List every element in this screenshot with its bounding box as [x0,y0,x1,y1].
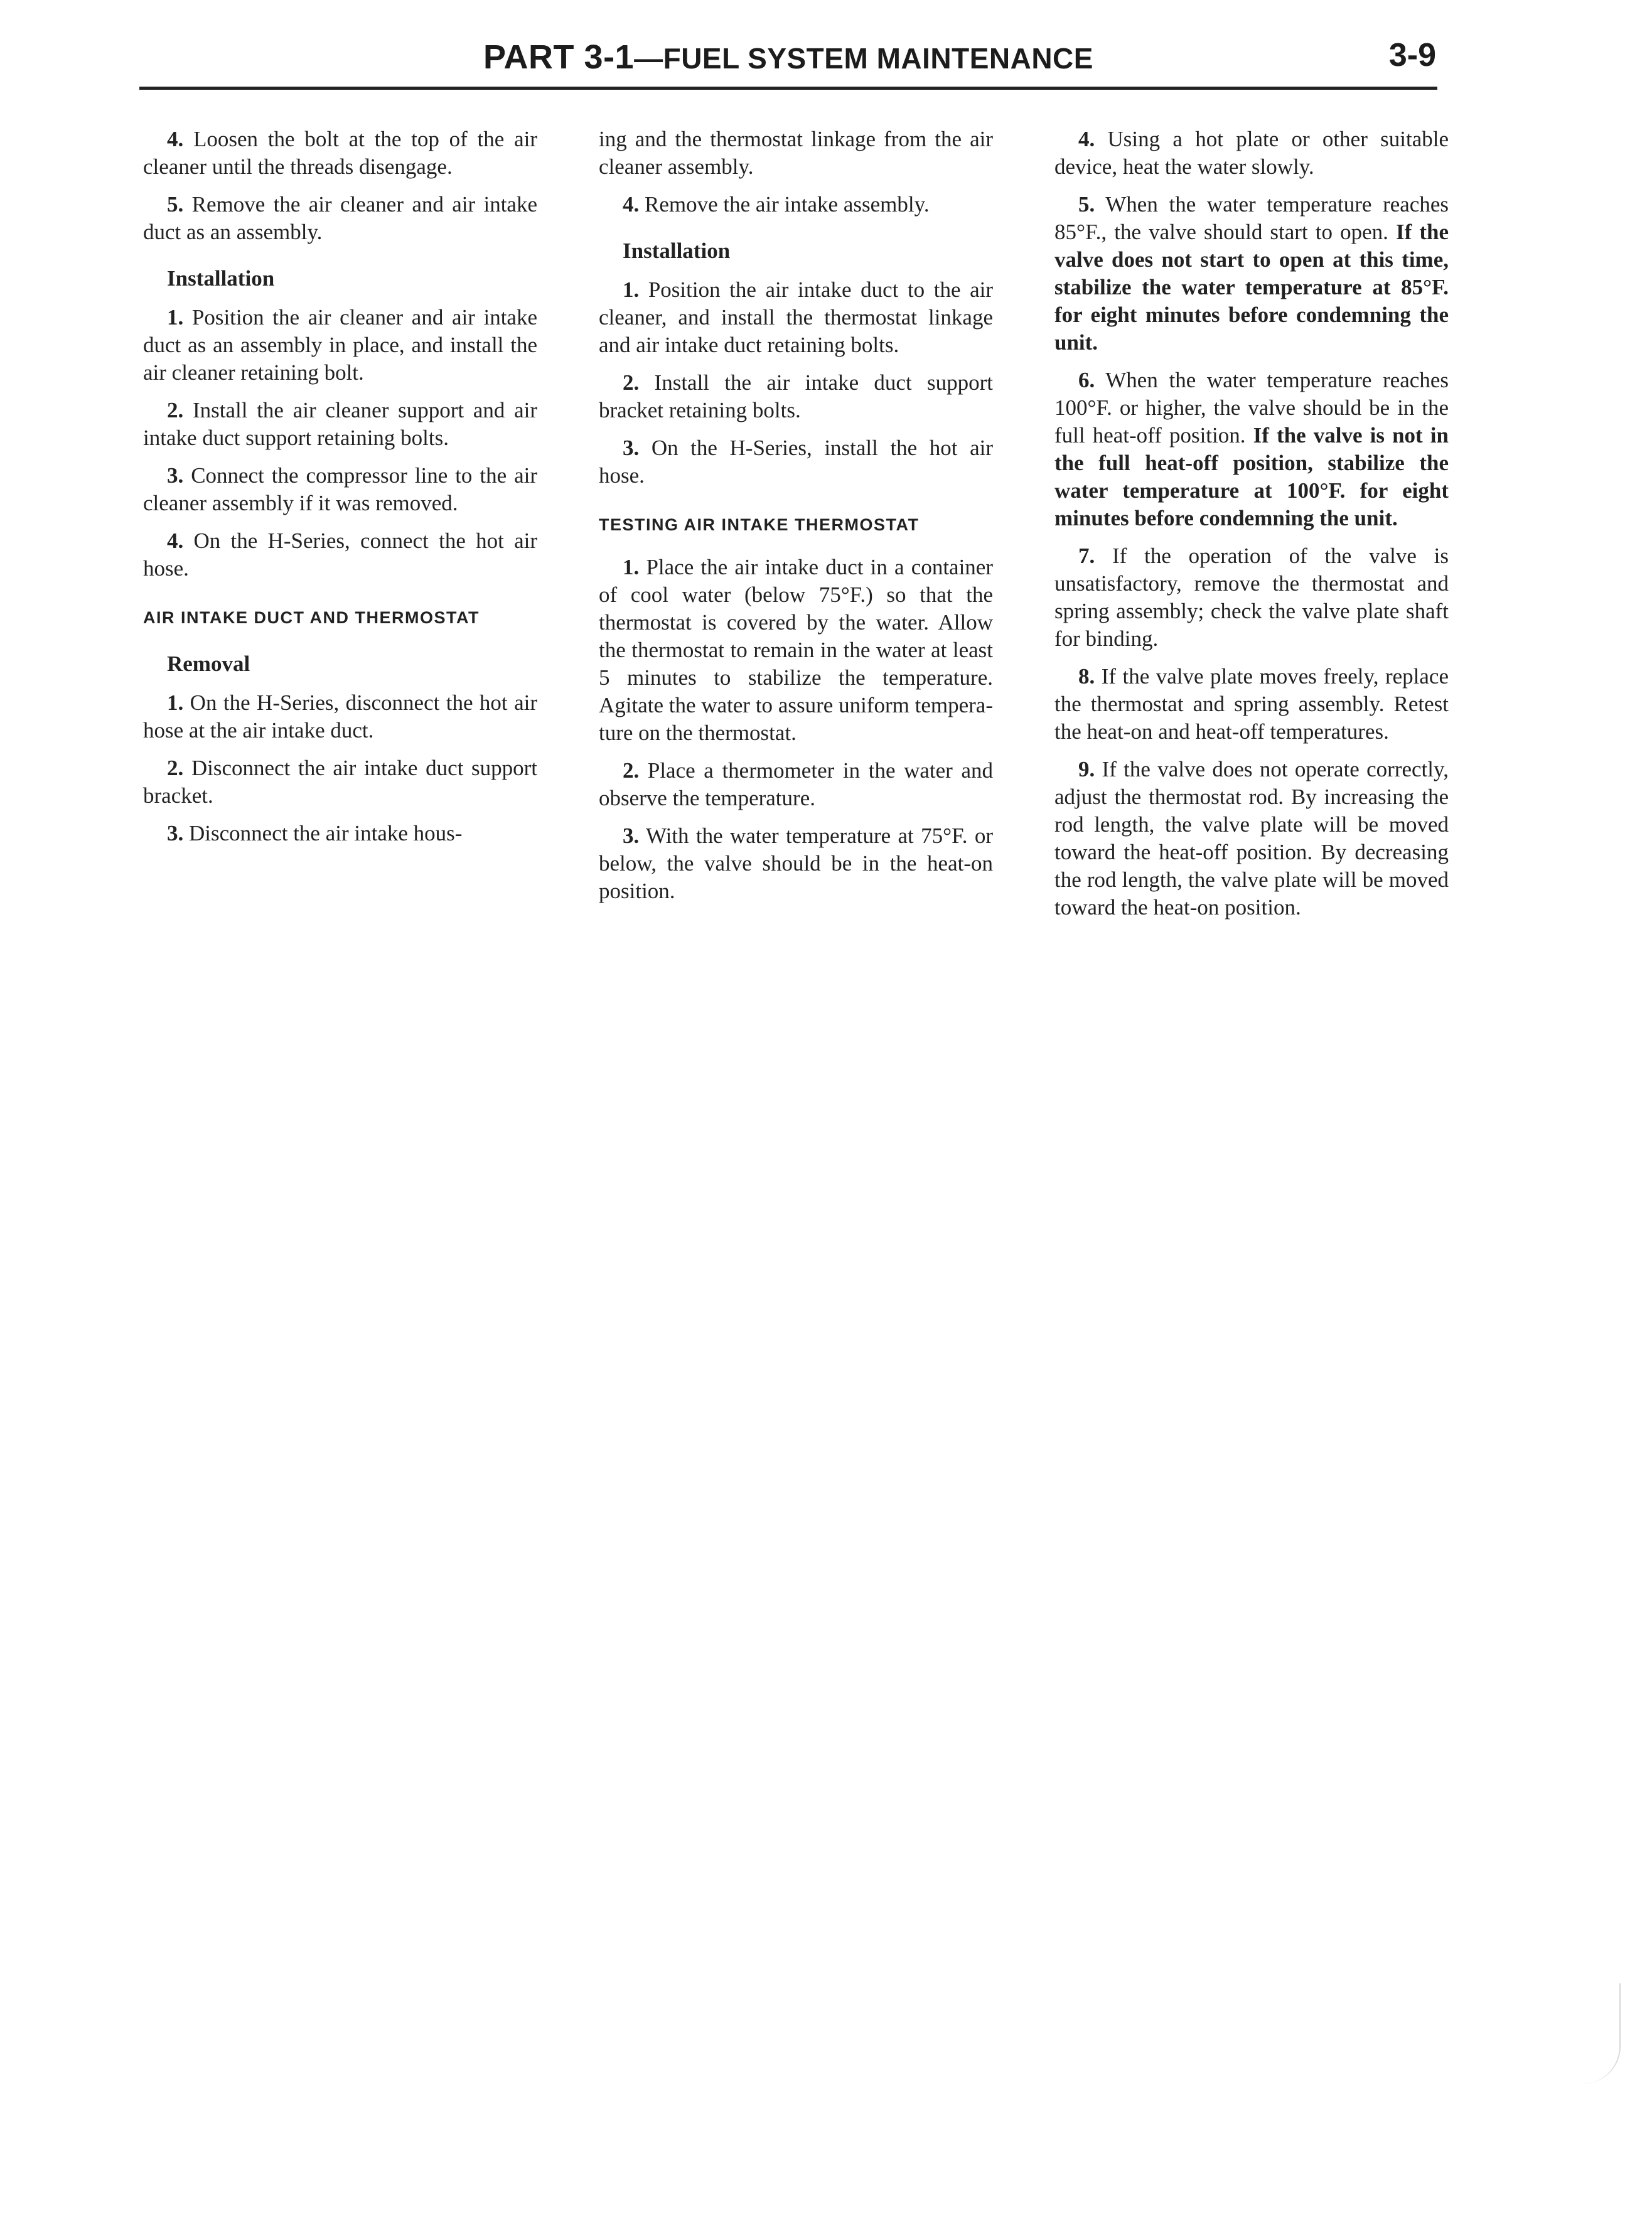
step-text: Place the air intake duct in a container of cool water (below 75°F.) so that the thermostat is covered by the water. Allow the thermostat to remain in the water at least 5 minutes to stabilize the temperature. Agitate the water to assure uniform temperature on the thermostat. [599,555,993,745]
step-warning-text: If the valve is not in the full heat-off position, stabilize the water temperature at 100°F. for eight minutes before condemning the unit. [1054,423,1449,530]
step-paragraph [1054,542,1449,653]
step-paragraph [1054,663,1449,746]
subheading-removal: Removal [167,652,250,676]
step-paragraph [143,754,537,810]
step-text: Install the air cleaner support and air intake duct support retaining bolts. [143,398,537,450]
section-heading-testing-thermostat: TESTING AIR INTAKE THERMOSTAT [599,515,920,534]
text-column-2 [599,126,993,915]
step-text: Remove the air intake assembly. [639,192,930,217]
step-paragraph [143,462,537,517]
step-text: Loosen the bolt at the top of the air cleaner until the threads disengage. [143,127,537,179]
step-number: 9. [1078,757,1095,781]
step-number: 8. [1078,664,1095,689]
page-edge-mark [1582,1983,1621,2084]
step-text: Disconnect the air intake duct support bracket. [143,756,537,808]
step-warning-text: If the valve does not start to open at this time, stabilize the water temperature at 85°F. for eight minutes before condemning the unit. [1054,220,1449,355]
page-number: 3-9 [1388,37,1436,73]
step-paragraph [599,276,993,359]
step-paragraph [599,554,993,747]
step-number: 4. [1078,127,1095,151]
part-label: PART 3-1 [483,38,635,76]
step-paragraph [1054,191,1449,357]
step-paragraph [143,527,537,582]
step-text: Place a thermometer in the water and observe the temperature. [599,758,993,810]
step-number: 1. [623,277,640,302]
step-number: 4. [167,528,184,553]
step-number: 2. [623,758,640,783]
step-paragraph [1054,367,1449,532]
step-number: 5. [1078,192,1095,217]
step-paragraph [1054,126,1449,181]
step-number: 4. [623,192,640,217]
step-paragraph [143,191,537,246]
running-head [139,38,1437,77]
subheading-installation: Installation [167,266,275,291]
step-text: Remove the air cleaner and air intake duct as an assembly. [143,192,537,244]
continued-paragraph: ing and the thermostat linkage from the air cleaner assembly. [599,127,993,179]
step-paragraph [599,757,993,812]
step-paragraph [143,126,537,181]
step-text: Install the air intake duct support bracket retaining bolts. [599,370,993,422]
section-heading-air-intake-duct: AIR INTAKE DUCT AND THERMOSTAT [143,608,480,627]
step-paragraph [599,191,993,218]
step-text: If the valve does not operate correctly, adjust the thermostat rod. By increasing the rod length, the valve plate will be moved toward the heat-off position. By decreasing the rod length, the valve plate will be moved toward the heat-on position. [1054,757,1449,920]
step-text: Connect the compressor line to the air cleaner assembly if it was removed. [143,463,537,515]
step-number: 3. [623,823,640,848]
step-paragraph [599,369,993,424]
step-text: If the valve plate moves freely, replace the thermostat and spring assembly. Retest the heat-on and heat-off temperatures. [1054,664,1449,744]
step-number: 2. [623,370,640,395]
step-number: 1. [167,690,184,715]
step-text: On the H-Series, disconnect the hot air hose at the air intake duct. [143,690,537,743]
step-number: 1. [623,555,640,579]
step-number: 1. [167,305,184,330]
page-header [139,36,1437,90]
step-text: Position the air cleaner and air intake duct as an assembly in place, and install the air cleaner retaining bolt. [143,305,537,385]
step-number: 7. [1078,544,1095,568]
step-number: 6. [1078,368,1095,392]
step-text: Disconnect the air intake hous- [183,821,463,845]
step-text: On the H-Series, connect the hot air hose. [143,528,537,581]
step-text: On the H-Series, install the hot air hose. [599,436,993,488]
step-number: 3. [623,436,640,460]
step-text: Position the air intake duct to the air cleaner, and install the thermostat linkage and air intake duct retaining bolts. [599,277,993,357]
step-text: If the operation of the valve is unsatisfactory, remove the thermostat and spring assembly; check the valve plate shaft for binding. [1054,544,1449,651]
step-paragraph [143,689,537,744]
step-paragraph [599,434,993,490]
step-text: Using a hot plate or other suitable device, heat the water slowly. [1054,127,1449,179]
subheading-installation: Installation [623,239,731,263]
step-number: 4. [167,127,184,151]
step-text: When the water temperature reaches 85°F., the valve should start to open. [1054,192,1449,244]
step-number: 2. [167,398,184,422]
step-text: With the water temperature at 75°F. or below, the valve should be in the heat-on position. [599,823,993,903]
step-number: 3. [167,463,184,488]
step-paragraph [143,304,537,387]
step-number: 2. [167,756,184,780]
text-column-3 [1054,126,1449,931]
step-number: 3. [167,821,184,845]
step-number: 5. [167,192,184,217]
step-paragraph [143,397,537,452]
step-paragraph [599,822,993,905]
section-title: —FUEL SYSTEM MAINTENANCE [634,42,1093,75]
step-text: When the water temperature reaches 100°F. or higher, the valve should be in the full heat-off position. [1054,368,1449,448]
step-paragraph [143,820,537,847]
step-paragraph [1054,756,1449,921]
text-column-1 [143,126,537,857]
